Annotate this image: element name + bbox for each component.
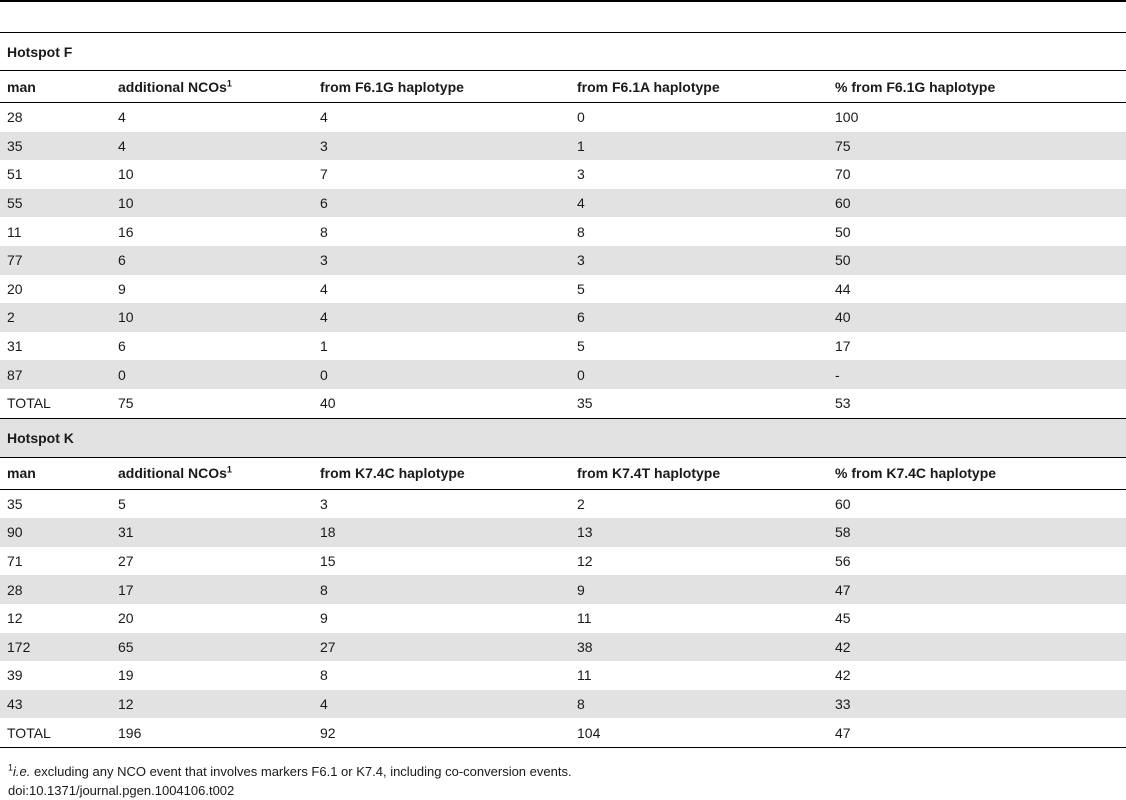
cell-from-first-haplotype: 3 [313,132,570,161]
cell-from-second-haplotype: 2 [577,495,585,512]
cell-additional-ncos: 10 [118,166,134,183]
column-header-label: additional NCOs [118,78,227,95]
cell-from-first-haplotype: 4 [313,690,570,719]
cell-from-second-haplotype: 3 [577,166,585,183]
footnote-italic: i.e. [13,764,31,779]
column-header-man [0,71,111,103]
cell-from-first-haplotype: 8 [320,667,328,684]
column-header-label: additional NCOs [118,465,227,482]
cell-man: 43 [0,690,111,719]
cell-percent-from-first-haplotype: 60 [828,189,1126,218]
table-row [0,633,1126,662]
column-header-man [0,457,111,489]
cell-man: 31 [7,338,23,355]
cell-percent-from-first-haplotype: 60 [835,495,851,512]
cell-from-first-haplotype: 4 [313,303,570,332]
column-header-label: from F6.1G haplotype [320,78,464,95]
cell-additional-ncos: 0 [111,360,313,389]
footnote-ref: 1 [226,464,232,475]
cell-additional-ncos: 16 [118,223,134,240]
cell-percent-from-first-haplotype: 47 [828,575,1126,604]
cell-from-second-haplotype: 1 [570,132,828,161]
cell-from-first-haplotype: 7 [320,166,328,183]
cell-additional-ncos: 196 [111,718,313,747]
cell-man: 12 [7,610,23,627]
cell-man: 2 [0,303,111,332]
column-header-label: % from F6.1G haplotype [835,78,996,95]
cell-from-second-haplotype: 11 [577,667,592,684]
cell-percent-from-first-haplotype: 75 [828,132,1126,161]
column-header-label: man [7,465,36,482]
cell-percent-from-first-haplotype: 44 [835,280,851,297]
cell-from-first-haplotype: 3 [320,495,328,512]
cell-man: 39 [7,667,23,684]
cell-percent-from-first-haplotype: 42 [828,633,1126,662]
cell-from-first-haplotype: 0 [313,360,570,389]
cell-additional-ncos: 4 [111,132,313,161]
table-row [0,332,1126,361]
cell-from-first-haplotype: 9 [320,610,328,627]
cell-from-second-haplotype: 13 [570,518,828,547]
cell-additional-ncos: 6 [111,246,313,275]
cell-from-second-haplotype: 5 [577,338,585,355]
cell-additional-ncos: 12 [111,690,313,719]
cell-from-first-haplotype: 4 [320,109,328,126]
column-header-additional-ncos [111,457,313,489]
cell-additional-ncos: 19 [118,667,134,684]
column-header-from-second-haplotype [570,71,828,103]
cell-man: 90 [0,518,111,547]
table-row [0,547,1126,576]
cell-from-second-haplotype: 0 [577,109,585,126]
cell-percent-from-first-haplotype: 70 [835,166,851,183]
table-row [0,661,1126,690]
column-header-row-f [0,71,1126,103]
cell-man: 20 [7,280,23,297]
column-header-from-first-haplotype [313,71,570,103]
cell-additional-ncos: 17 [111,575,313,604]
table-row [0,303,1126,332]
table-row [0,489,1126,518]
table-row [0,103,1126,132]
cell-from-first-haplotype: 8 [320,223,328,240]
column-header-from-first-haplotype [313,457,570,489]
column-header-percent-from-first-haplotype [828,457,1126,489]
cell-from-first-haplotype: 1 [320,338,328,355]
cell-percent-from-first-haplotype: 58 [828,518,1126,547]
cell-from-second-haplotype: 12 [577,553,593,570]
column-header-from-second-haplotype [570,457,828,489]
column-header-additional-ncos [111,71,313,103]
table-footnotes [8,762,572,800]
column-header-label: from F6.1A haplotype [577,78,720,95]
cell-from-first-haplotype: 6 [313,189,570,218]
cell-additional-ncos: 6 [118,338,126,355]
table-row [0,389,1126,418]
table-row [0,189,1126,218]
cell-from-first-haplotype: 15 [320,553,336,570]
cell-man: 87 [0,360,111,389]
column-header-percent-from-first-haplotype [828,71,1126,103]
cell-additional-ncos: 75 [111,389,313,418]
cell-from-second-haplotype: 0 [570,360,828,389]
cell-additional-ncos: 65 [111,633,313,662]
cell-from-second-haplotype: 8 [577,223,585,240]
cell-man: TOTAL [0,718,111,747]
cell-percent-from-first-haplotype: 50 [835,223,851,240]
cell-man: 71 [7,553,23,570]
footnote-ref: 1 [226,77,232,88]
table-row [0,604,1126,633]
column-header-row-k [0,457,1126,489]
cell-man: 35 [0,132,111,161]
table-row [0,217,1126,246]
cell-from-second-haplotype: 8 [570,690,828,719]
cell-man: 55 [0,189,111,218]
table-row [0,132,1126,161]
cell-from-second-haplotype: 35 [570,389,828,418]
cell-percent-from-first-haplotype: 100 [835,109,859,126]
section-title-row-f [0,33,1126,71]
cell-man: TOTAL [0,389,111,418]
cell-from-second-haplotype: 6 [570,303,828,332]
cell-percent-from-first-haplotype: - [828,360,1126,389]
cell-from-second-haplotype: 11 [577,610,592,627]
column-header-label: from K7.4C haplotype [320,465,465,482]
table-row [0,360,1126,389]
table-row [0,518,1126,547]
cell-additional-ncos: 31 [111,518,313,547]
cell-from-first-haplotype: 8 [313,575,570,604]
footnote-1 [8,762,572,781]
cell-from-second-haplotype: 5 [577,280,585,297]
footnote-text: excluding any NCO event that involves markers F6.1 or K7.4, including co-conversion events. [30,764,572,779]
cell-additional-ncos: 20 [118,610,134,627]
column-header-label: % from K7.4C haplotype [835,465,997,482]
table-top-rule [0,1,1126,33]
cell-additional-ncos: 9 [118,280,126,297]
cell-from-first-haplotype: 40 [313,389,570,418]
cell-man: 28 [0,575,111,604]
cell-percent-from-first-haplotype: 45 [835,610,851,627]
doi-text: doi:10.1371/journal.pgen.1004106.t002 [8,783,235,798]
cell-man: 35 [7,495,23,512]
column-header-label: man [7,78,36,95]
cell-additional-ncos: 4 [118,109,126,126]
cell-from-first-haplotype: 4 [320,280,328,297]
cell-percent-from-first-haplotype: 53 [828,389,1126,418]
cell-additional-ncos: 10 [111,303,313,332]
cell-percent-from-first-haplotype: 40 [828,303,1126,332]
section-title: Hotspot K [0,418,1126,457]
cell-from-first-haplotype: 27 [313,633,570,662]
column-header-label: from K7.4T haplotype [577,465,721,482]
cell-percent-from-first-haplotype: 50 [828,246,1126,275]
section-title-row-k [0,418,1126,457]
cell-man: 77 [0,246,111,275]
cell-percent-from-first-haplotype: 56 [835,553,851,570]
table-row [0,718,1126,747]
cell-man: 51 [7,166,23,183]
cell-from-first-haplotype: 3 [313,246,570,275]
cell-additional-ncos: 5 [118,495,126,512]
cell-man: 28 [7,109,23,126]
cell-from-second-haplotype: 3 [570,246,828,275]
cell-from-second-haplotype: 104 [570,718,828,747]
table-row [0,160,1126,189]
table-row [0,575,1126,604]
table-row [0,246,1126,275]
cell-from-second-haplotype: 4 [570,189,828,218]
cell-man: 11 [7,223,22,240]
table-row [0,690,1126,719]
footnote-marker: 1 [8,762,14,773]
cell-from-first-haplotype: 92 [313,718,570,747]
cell-percent-from-first-haplotype: 17 [835,338,851,355]
table-row [0,275,1126,304]
cell-from-second-haplotype: 38 [570,633,828,662]
cell-percent-from-first-haplotype: 33 [828,690,1126,719]
cell-additional-ncos: 10 [111,189,313,218]
cell-from-second-haplotype: 9 [570,575,828,604]
cell-percent-from-first-haplotype: 47 [828,718,1126,747]
section-title: Hotspot F [0,33,1126,71]
cell-percent-from-first-haplotype: 42 [835,667,851,684]
cell-from-first-haplotype: 18 [313,518,570,547]
cell-additional-ncos: 27 [118,553,134,570]
cell-man: 172 [0,633,111,662]
